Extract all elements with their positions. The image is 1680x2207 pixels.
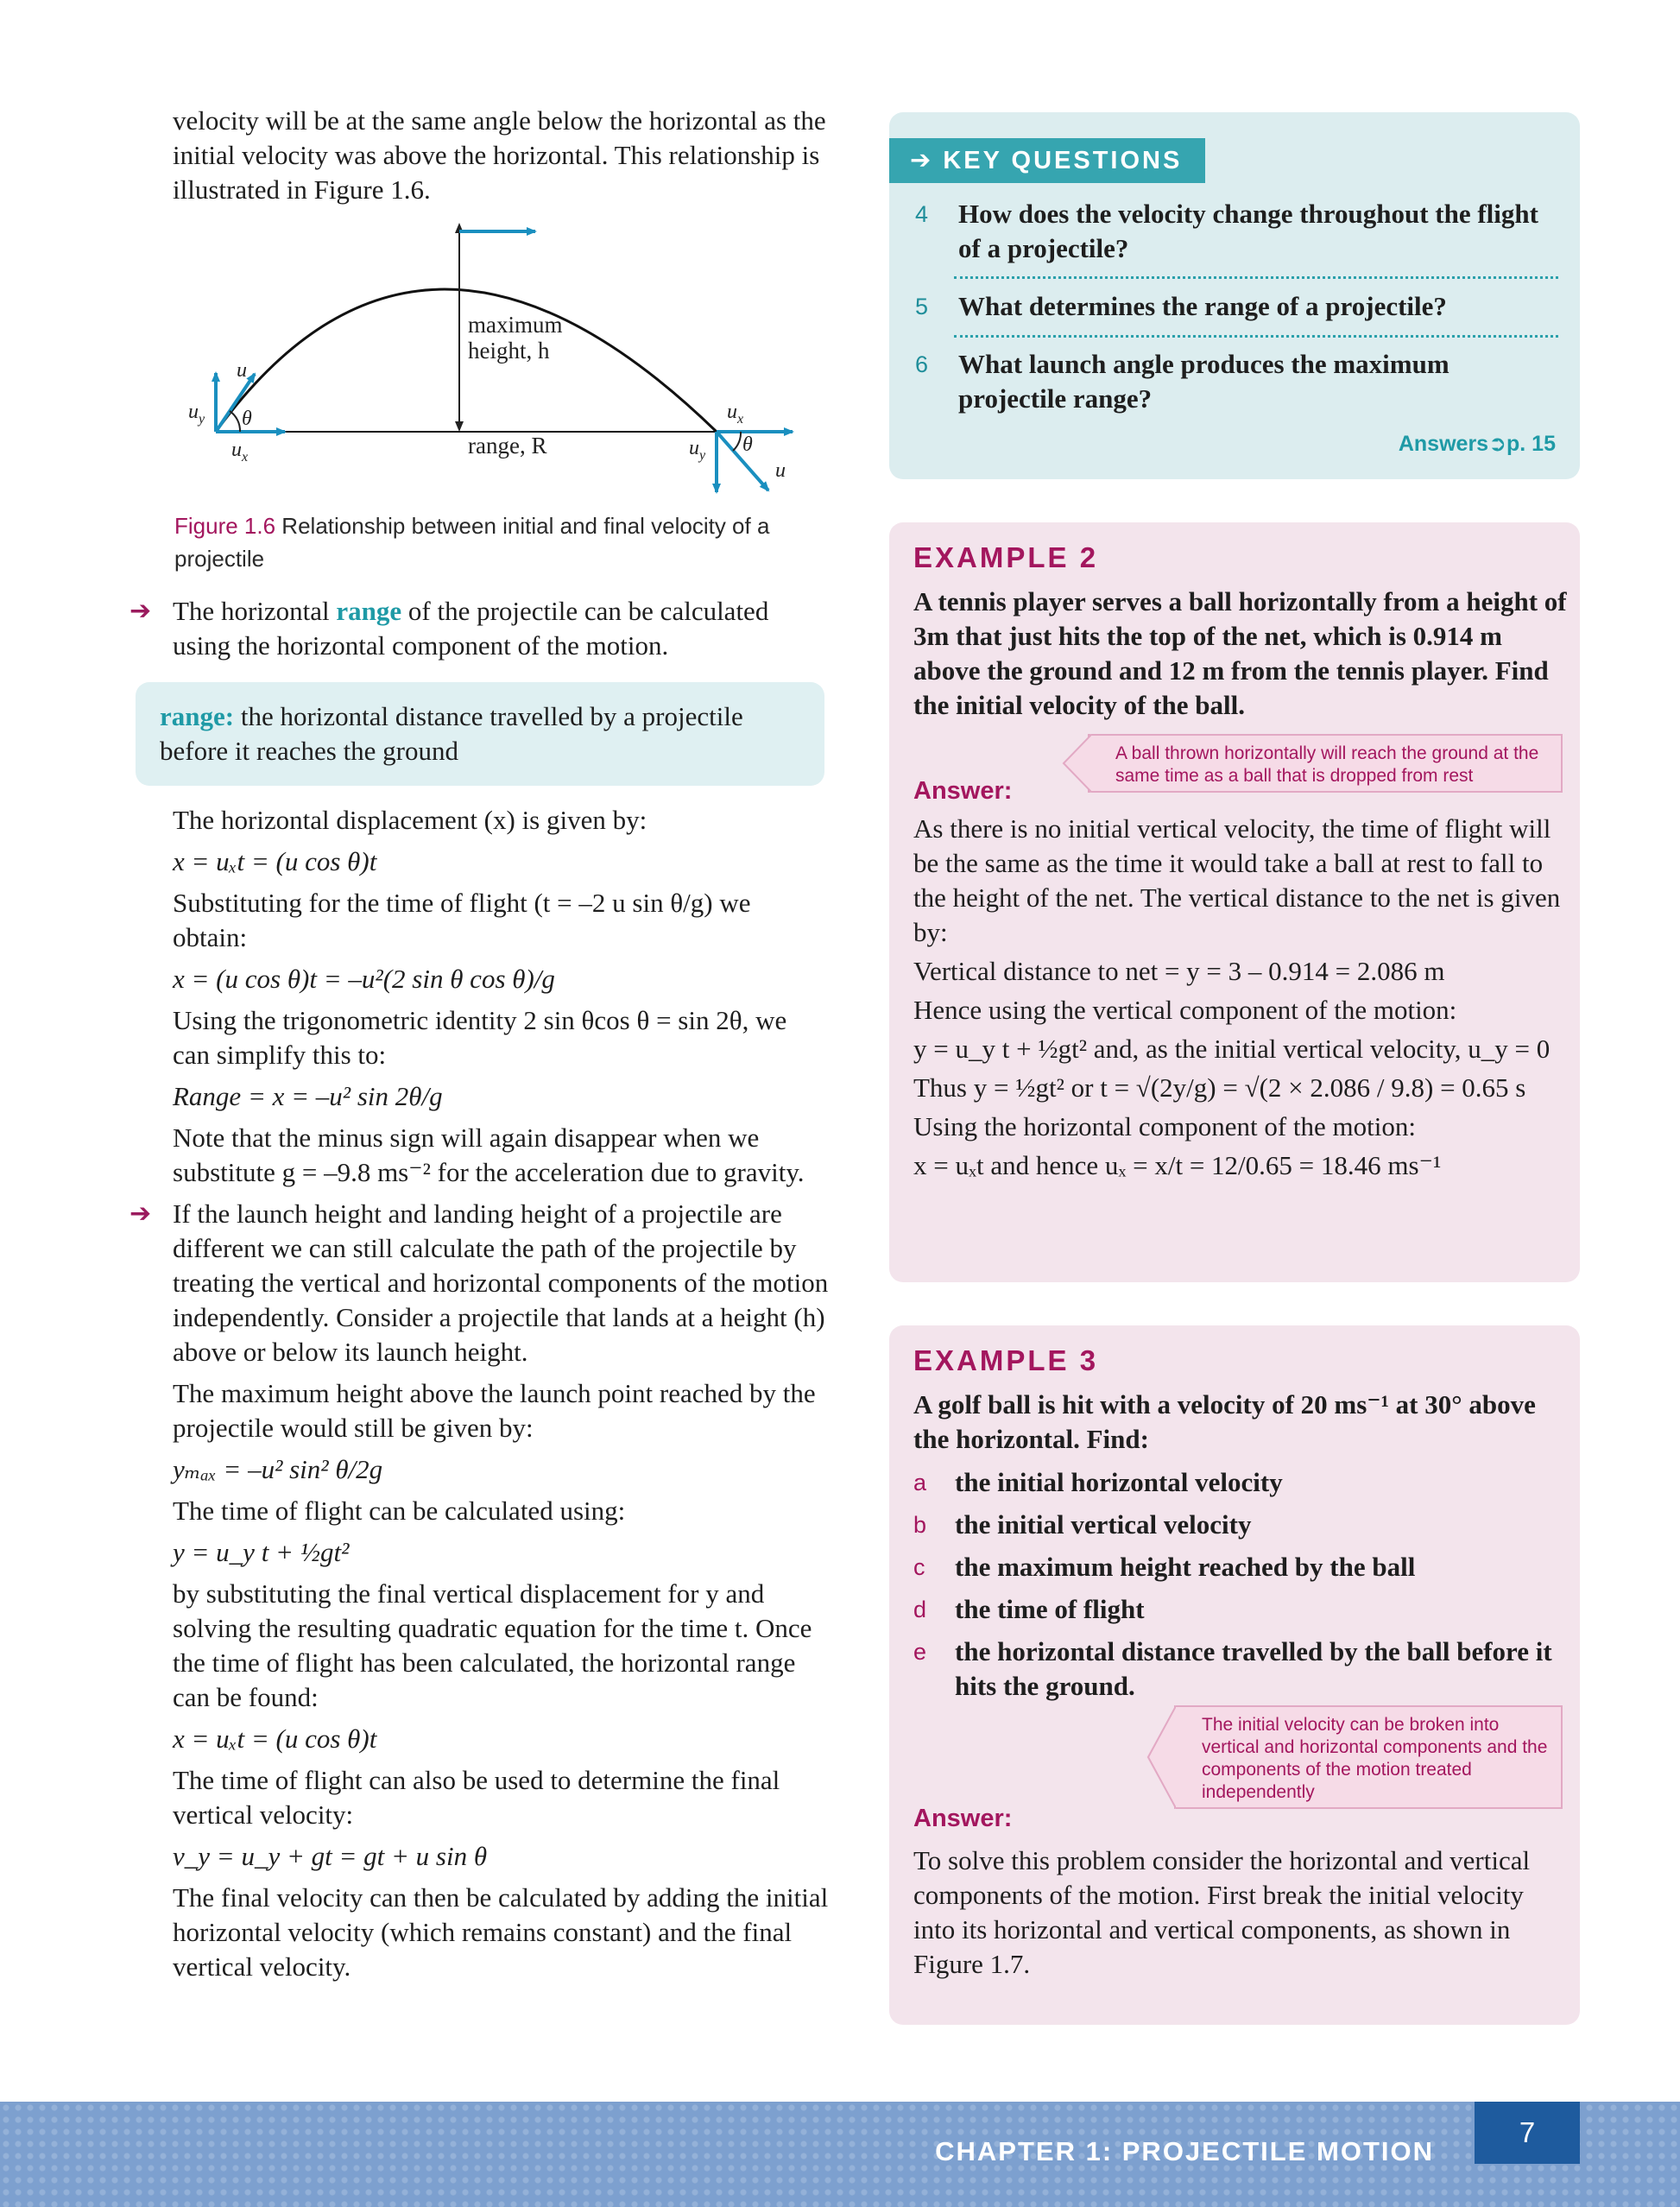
ex2-p3: Hence using the vertical component of the motion: — [913, 995, 1457, 1025]
example-3-question: A golf ball is hit with a velocity of 20 ms⁻¹ at 30° above the horizontal. Find: — [913, 1389, 1536, 1454]
divider — [954, 276, 1558, 279]
part-text: the initial horizontal velocity — [955, 1467, 1283, 1497]
example-2-note: A ball thrown horizontally will reach the ground at the same time as a ball that is dropped from rest — [1088, 734, 1563, 793]
para-solve: by substituting the final vertical displacement for y and solving the resulting quadratic equation for the time t. Once the time of flight has been calculated, the horizontal range can be found: — [173, 1578, 812, 1712]
ex2-p2: Vertical distance to net = y = 3 – 0.914 = 2.086 m — [913, 956, 1445, 986]
ex3-p1: To solve this problem consider the horizontal and vertical components of the motion. First break the initial velocity into its horizontal and vertical components, as shown in Figure 1.7. — [913, 1845, 1531, 1979]
question-text: What launch angle produces the maximum projectile range? — [958, 349, 1449, 414]
equation-7: v_y = u_y + gt = gt + u sin θ — [173, 1841, 488, 1871]
example-2-question: A tennis player serves a ball horizontally from a height of 3m that just hits the top of the net, which is 0.914 m above the ground and 12 m from the tennis player. Find the initial velocity of the ball. — [913, 586, 1567, 720]
part-letter: d — [913, 1597, 927, 1622]
bullet-arrow-icon: ➔ — [129, 1198, 152, 1229]
key-questions-header: ➔ KEY QUESTIONS — [889, 138, 1205, 183]
intro-paragraph: velocity will be at the same angle below the horizontal as the initial velocity was above the horizontal. This relationship is illustrated in Figure 1.6. — [173, 105, 826, 205]
example-3-box — [889, 1325, 1580, 2025]
label-launch-u: u — [237, 359, 247, 382]
para-time: The time of flight can be calculated using: — [173, 1496, 626, 1526]
equation-1: x = uₓt = (u cos θ)t — [173, 846, 377, 876]
example-2-title: EXAMPLE 2 — [913, 541, 1099, 573]
part-letter: e — [913, 1639, 927, 1665]
bullet-arrow-icon: ➔ — [129, 596, 152, 626]
question-number: 4 — [915, 201, 929, 227]
para-end: The final velocity can then be calculated by adding the initial horizontal velocity (which remains constant) and the final vertical velocity. — [173, 1882, 829, 1982]
figure-1-6 — [173, 216, 829, 501]
part-e — [913, 1635, 1569, 1704]
equation-3: Range = x = –u² sin 2θ/g — [173, 1081, 443, 1111]
bullet2-text: If the launch height and landing height of a projectile are different we can still calculate the path of the projectile by treating the vertical and horizontal components of the motion independently. Consider a projectile that lands at a height (h) above or below its launch height. — [173, 1198, 829, 1367]
chapter-title: CHAPTER 1: PROJECTILE MOTION — [935, 2136, 1434, 2166]
key-question-6 — [915, 347, 1554, 416]
svg-text:u: u — [188, 401, 199, 423]
land-angle-arc — [733, 432, 741, 451]
para-trig: Using the trigonometric identity 2 sin θcos θ = sin 2θ, we can simplify this to: — [173, 1005, 787, 1070]
definition-term: range: — [160, 701, 235, 731]
label-launch-ux — [231, 439, 248, 465]
label-launch-theta: θ — [242, 408, 252, 430]
part-text: the initial vertical velocity — [955, 1509, 1252, 1540]
key-question-4 — [915, 197, 1554, 266]
example-2-answer — [913, 812, 1569, 1187]
example-3-answer-label: Answer: — [913, 1805, 1013, 1832]
part-b — [913, 1508, 1569, 1542]
part-d — [913, 1592, 1569, 1627]
bullet-launch-height — [129, 1197, 829, 1369]
equation-2: x = (u cos θ)t = –u²(2 sin θ cos θ)/g — [173, 964, 555, 994]
equation-6: x = uₓt = (u cos θ)t — [173, 1723, 377, 1754]
launch-angle-arc — [230, 411, 240, 432]
label-land-ux — [727, 401, 743, 427]
footer-band — [0, 2102, 1680, 2207]
caption-label: Figure 1.6 — [174, 513, 276, 539]
part-a — [913, 1465, 1569, 1500]
note-pointer-icon — [1146, 1705, 1176, 1809]
example-3-title: EXAMPLE 3 — [913, 1344, 1099, 1376]
bullet-text-pre: The horizontal — [173, 596, 337, 626]
divider — [954, 335, 1558, 338]
ex2-p6: Using the horizontal component of the motion: — [913, 1111, 1417, 1141]
trajectory-curve — [216, 289, 717, 432]
equation-4: yₘₐₓ = –u² sin² θ/2g — [173, 1454, 383, 1484]
ex2-p4: y = u_y t + ½gt² and, as the initial vertical velocity, u_y = 0 — [913, 1034, 1551, 1064]
range-term: range — [336, 596, 402, 626]
svg-text:u: u — [231, 439, 242, 461]
definition-text: the horizontal distance travelled by a projectile before it reaches the ground — [160, 701, 743, 766]
bullet-range — [129, 594, 829, 663]
para-displacement: The horizontal displacement (x) is given by: — [173, 805, 647, 835]
definition-box — [136, 682, 824, 786]
para-note: Note that the minus sign will again disappear when we substitute g = –9.8 ms⁻² for the acceleration due to gravity. — [173, 1122, 805, 1187]
caption-text: Relationship between initial and final velocity of a projectile — [174, 513, 770, 572]
question-number: 6 — [915, 351, 929, 377]
label-launch-uy — [188, 401, 205, 427]
key-questions-box — [889, 112, 1580, 479]
part-letter: c — [913, 1554, 925, 1580]
para-final: The time of flight can also be used to determine the final vertical velocity: — [173, 1765, 780, 1830]
label-land-theta: θ — [742, 433, 753, 456]
example-2-answer-label: Answer: — [913, 777, 1013, 805]
para-max-height: The maximum height above the launch point reached by the projectile would still be given by: — [173, 1378, 816, 1443]
para-substitute: Substituting for the time of flight (t = –2 u sin θ/g) we obtain: — [173, 888, 751, 952]
note-pointer-icon — [1062, 734, 1091, 793]
example-3-note: The initial velocity can be broken into vertical and horizontal components and the components of the motion treated independently — [1174, 1705, 1563, 1809]
ex2-p1: As there is no initial vertical velocity, the time of flight will be the same as the time it would take a ball at rest to fall to the height of the net. The vertical distance to the net is given by: — [913, 813, 1561, 947]
label-max-height-2: height, h — [468, 338, 550, 364]
question-text: How does the velocity change throughout the flight of a projectile? — [958, 199, 1538, 263]
label-max-height: maximum — [468, 312, 563, 338]
label-range: range, R — [468, 433, 547, 458]
key-question-5 — [915, 289, 1554, 324]
ex2-p7: x = uₓt and hence uₓ = x/t = 12/0.65 = 18.46 ms⁻¹ — [913, 1150, 1442, 1180]
figure-caption — [174, 509, 831, 575]
question-number: 5 — [915, 294, 929, 319]
question-text: What determines the range of a projectile? — [958, 291, 1447, 321]
answers-link[interactable]: Answers➲p. 15 — [1398, 432, 1556, 456]
part-letter: b — [913, 1512, 927, 1538]
part-text: the horizontal distance travelled by the ball before it hits the ground. — [955, 1636, 1552, 1701]
svg-text:y: y — [199, 412, 205, 427]
svg-text:u: u — [727, 401, 737, 423]
part-letter: a — [913, 1470, 927, 1496]
label-land-u: u — [775, 459, 786, 482]
left-body — [129, 803, 829, 1991]
part-c — [913, 1550, 1569, 1584]
part-text: the maximum height reached by the ball — [955, 1552, 1416, 1582]
svg-text:x: x — [737, 412, 744, 427]
part-text: the time of flight — [955, 1594, 1145, 1624]
svg-text:x: x — [242, 450, 249, 465]
equation-5: y = u_y t + ½gt² — [173, 1537, 350, 1567]
left-intro — [173, 104, 829, 207]
page-number: 7 — [1475, 2102, 1580, 2164]
ex2-p5: Thus y = ½gt² or t = √(2y/g) = √(2 × 2.086 / 9.8) = 0.65 s — [913, 1072, 1526, 1103]
example-2-box — [889, 522, 1580, 1282]
example-3-answer — [913, 1843, 1569, 1986]
svg-text:y: y — [699, 448, 706, 463]
bullet-text-post: of the projectile can be calculated using the horizontal component of the motion. — [173, 596, 769, 661]
label-land-uy — [689, 437, 706, 463]
svg-text:u: u — [689, 437, 699, 459]
